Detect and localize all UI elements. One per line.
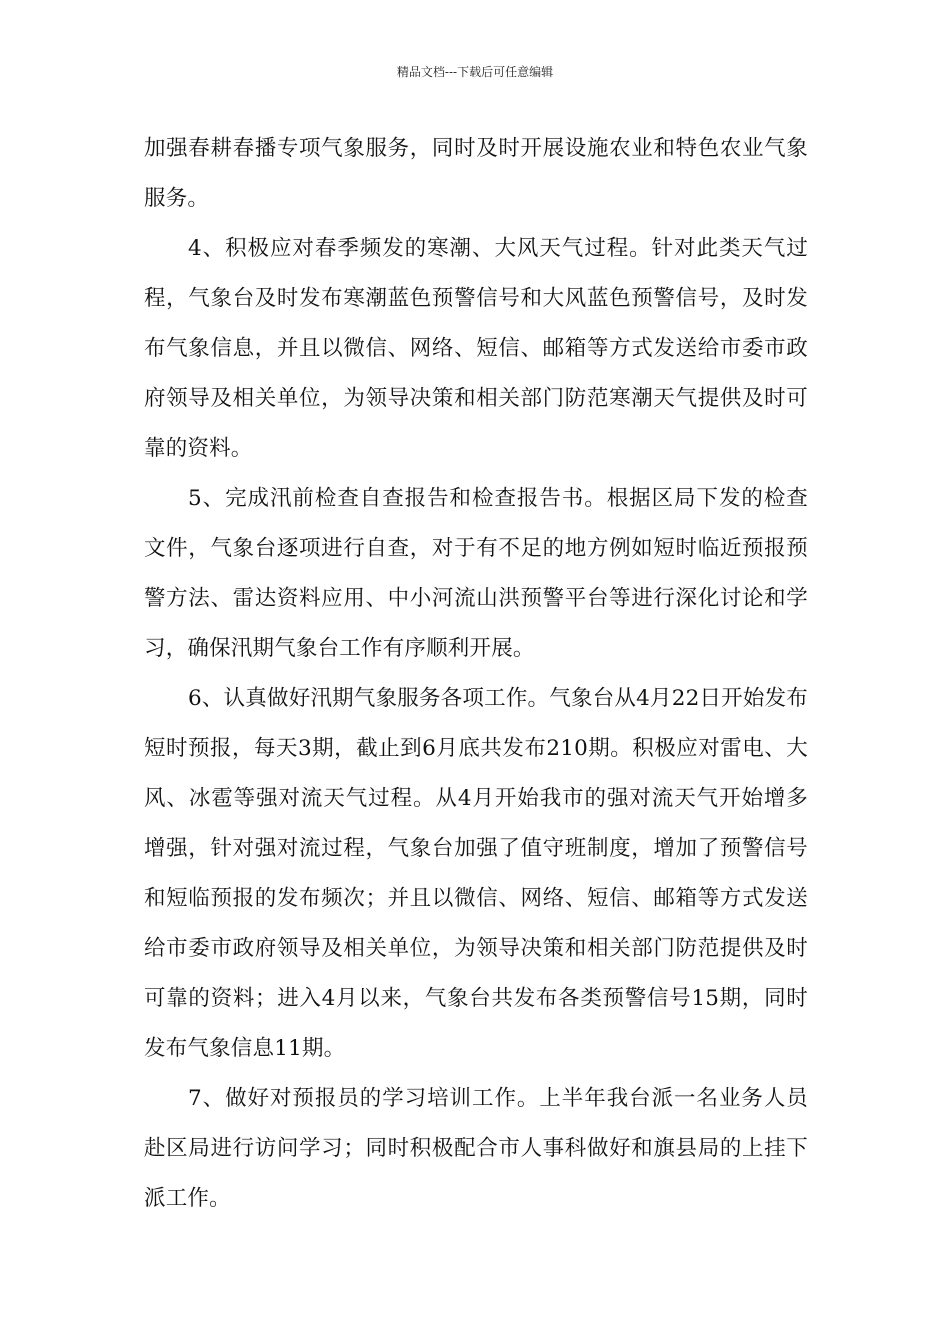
document-body	[144, 124, 808, 1224]
paragraph-item-7: 7、做好对预报员的学习培训工作。上半年我台派一名业务人员赴区局进行访问学习；同时积极配合市人事科做好和旗县局的上挂下派工作。	[144, 1086, 808, 1211]
paragraph-continuation: 加强春耕春播专项气象服务，同时及时开展设施农业和特色农业气象服务。	[144, 136, 808, 211]
page-header: 精品文档---下载后可任意编辑	[396, 65, 554, 79]
paragraph-item-6: 6、认真做好汛期气象服务各项工作。气象台从4月22日开始发布短时预报，每天3期，截止到6月底共发布210期。积极应对雷电、大风、冰雹等强对流天气过程。从4月开始我市的强对流天气开始增多增强，针对强对流过程，气象台加强了值守班制度，增加了预警信号和短临预报的发布频次；并且以微信、网络、短信、邮箱等方式发送给市委市政府领导及相关单位，为领导决策和相关部门防范提供及时可靠的资料；进入4月以来，气象台共发布各类预警信号15期，同时发布气象信息11期。	[144, 686, 808, 1061]
paragraph-item-4: 4、积极应对春季频发的寒潮、大风天气过程。针对此类天气过程，气象台及时发布寒潮蓝色预警信号和大风蓝色预警信号，及时发布气象信息，并且以微信、网络、短信、邮箱等方式发送给市委市政府领导及相关单位，为领导决策和相关部门防范寒潮天气提供及时可靠的资料。	[144, 236, 808, 461]
paragraph-item-5: 5、完成汛前检查自查报告和检查报告书。根据区局下发的检查文件，气象台逐项进行自查，对于有不足的地方例如短时临近预报预警方法、雷达资料应用、中小河流山洪预警平台等进行深化讨论和学习，确保汛期气象台工作有序顺利开展。	[144, 486, 808, 661]
